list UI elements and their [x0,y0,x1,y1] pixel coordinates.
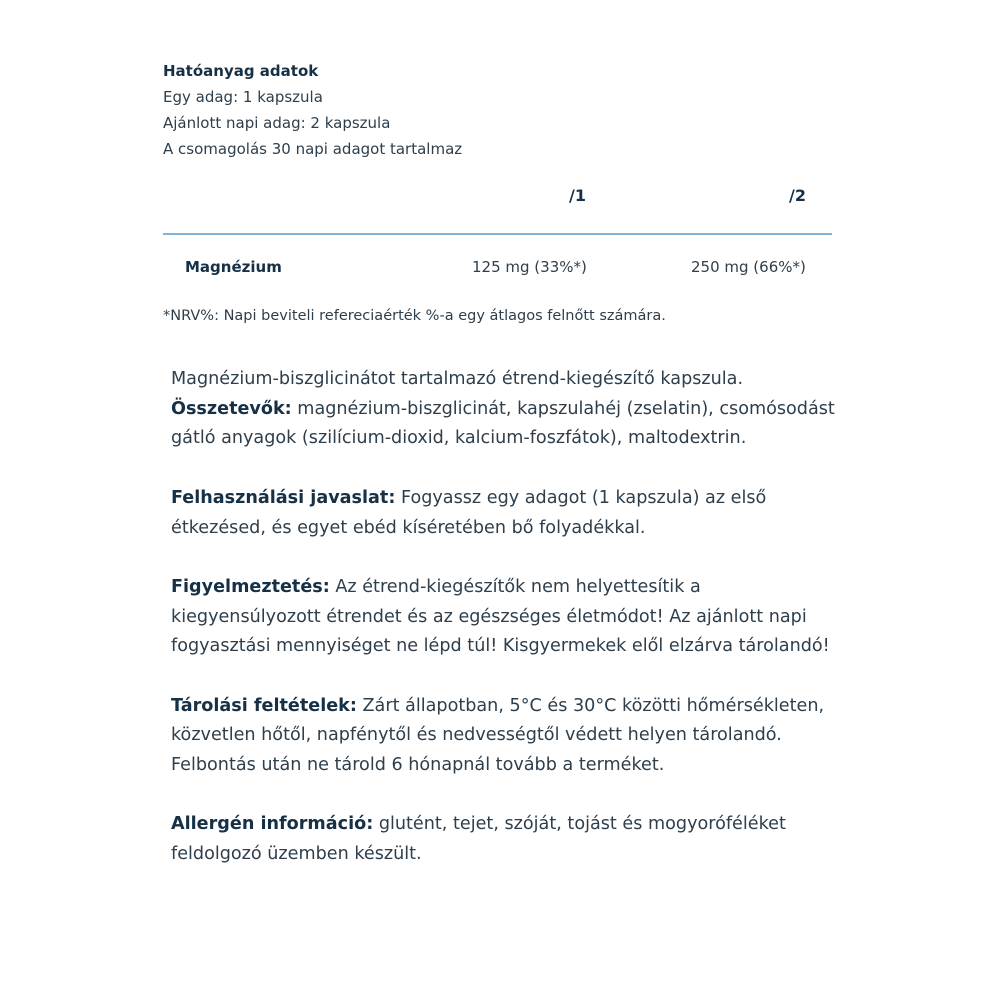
ingredients-paragraph [171,365,841,454]
serving-size: Egy adag: 1 kapszula [163,88,323,106]
info-title: Hatóanyag adatok [163,62,319,80]
allergen-label: Allergén információ: [171,814,374,835]
column-header-per-2: /2 [789,186,806,205]
ingredients-text: magnézium-biszglicinát, kapszulahéj (zselatin), csomósodást gátló anyagok (szilícium-dioxid, kalcium-foszfátok), maltodextrin. [171,398,835,449]
warning-text: Az étrend-kiegészítők nem helyettesítik a kiegyensúlyozott étrendet és az egészséges életmódot! Az ajánlott napi fogyasztási mennyiséget ne lépd túl! Kisgyermekek elől elzárva tárolandó! [171,576,830,657]
ingredients-label: Összetevők: [171,398,292,419]
usage-label: Felhasználási javaslat: [171,487,396,508]
nutrient-amount-per-2: 250 mg (66%*) [691,258,806,276]
product-description [171,365,841,900]
allergen-paragraph [171,810,841,869]
intro-text: Magnézium-biszglicinátot tartalmazó étrend-kiegészítő kapszula. [171,369,744,389]
nutrient-name: Magnézium [185,258,282,276]
warning-paragraph [171,573,841,662]
storage-text: Zárt állapotban, 5°C és 30°C közötti hőmérsékleten, közvetlen hőtől, napfénytől és nedvességtől védett helyen tárolandó. Felbontás után ne tárold 6 hónapnál tovább a terméket. [171,695,825,776]
table-divider [163,233,832,235]
nutrient-amount-per-1: 125 mg (33%*) [472,258,587,276]
storage-paragraph [171,692,841,781]
package-contents: A csomagolás 30 napi adagot tartalmaz [163,140,463,158]
table-row [163,258,832,284]
column-header-per-1: /1 [569,186,586,205]
usage-paragraph [171,484,841,543]
active-ingredient-info [163,58,833,162]
recommended-daily-dose: Ajánlott napi adag: 2 kapszula [163,114,391,132]
nutrition-table-header [163,186,832,210]
usage-text: Fogyassz egy adagot (1 kapszula) az első étkezésed, és egyet ebéd kíséretében bő folyadékkal. [171,487,767,538]
warning-label: Figyelmeztetés: [171,576,330,597]
nrv-footnote: *NRV%: Napi beviteli refereciaérték %-a egy átlagos felnőtt számára. [163,308,666,324]
storage-label: Tárolási feltételek: [171,695,357,716]
allergen-text: glutént, tejet, szóját, tojást és mogyoróféléket feldolgozó üzemben készült. [171,814,786,865]
